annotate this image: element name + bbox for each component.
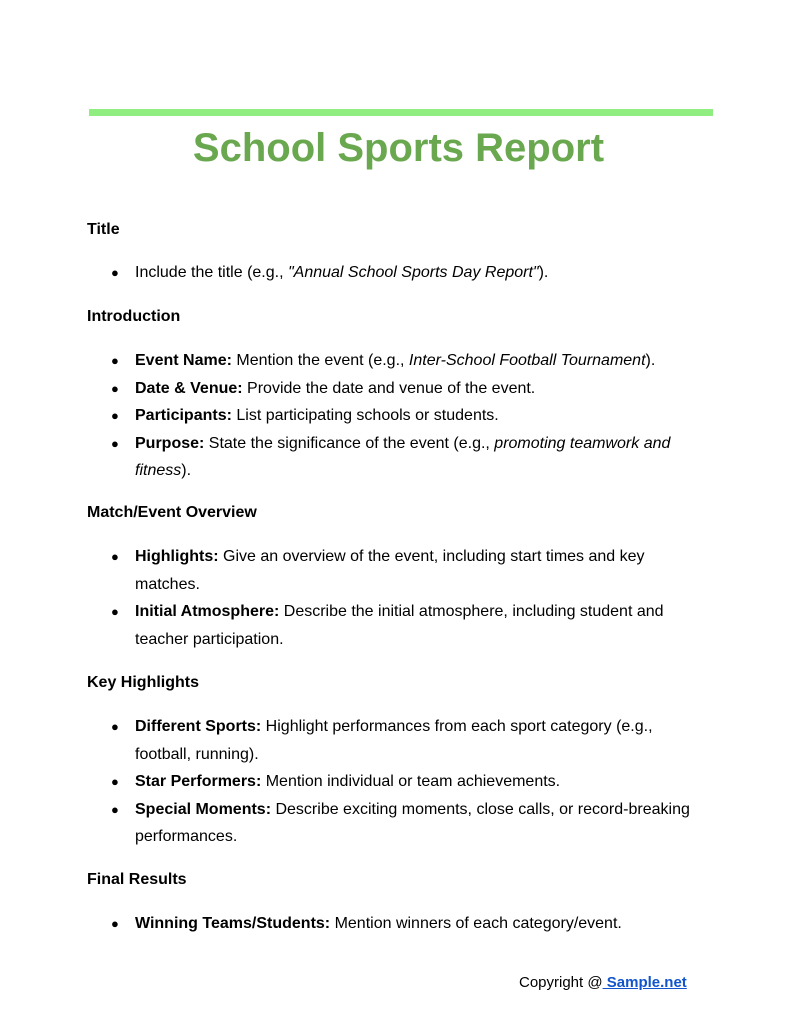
item-suffix: ). xyxy=(538,264,549,281)
highlights-bullet-list xyxy=(87,713,697,851)
introduction-bullet-list xyxy=(87,347,697,485)
list-item xyxy=(87,768,697,796)
item-label: Purpose: xyxy=(135,434,205,452)
list-item xyxy=(87,430,697,485)
item-label: Winning Teams/Students: xyxy=(135,915,331,932)
section-heading-final-results: Final Results xyxy=(87,871,187,888)
item-text: Mention winners of each category/event. xyxy=(330,915,622,932)
item-text: Give an overview of the event, including start times and key matches. xyxy=(135,548,645,593)
item-label: Special Moments: xyxy=(135,800,272,818)
item-suffix: ). xyxy=(181,462,192,479)
list-item xyxy=(87,910,697,938)
item-example: Inter-School Football Tournament xyxy=(408,352,646,369)
list-item xyxy=(87,598,697,653)
item-text: Mention individual or team achievements. xyxy=(261,773,561,790)
item-example: promoting teamwork and fitness xyxy=(135,434,671,479)
list-item xyxy=(87,347,697,375)
item-suffix: ). xyxy=(645,352,656,369)
list-item xyxy=(87,796,697,851)
item-example: "Annual School Sports Day Report" xyxy=(287,264,539,281)
section-heading-introduction: Introduction xyxy=(87,308,181,325)
item-text: List participating schools or students. xyxy=(231,407,499,424)
list-item xyxy=(87,375,697,403)
item-label: Star Performers: xyxy=(135,773,262,790)
item-label: Participants: xyxy=(135,407,232,424)
title-accent-rule xyxy=(89,109,713,116)
sample-net-link[interactable]: Sample.net xyxy=(602,974,687,991)
item-text: Provide the date and venue of the event. xyxy=(242,379,536,397)
item-label: Highlights: xyxy=(135,548,219,565)
item-text: Highlight performances from each sport category (e.g., football, running). xyxy=(135,718,653,763)
item-label: Different Sports: xyxy=(135,718,262,735)
item-text: Describe the initial atmosphere, including student and teacher participation. xyxy=(135,603,664,648)
list-item xyxy=(87,259,697,287)
results-bullet-list xyxy=(87,910,697,938)
section-heading-key-highlights: Key Highlights xyxy=(87,674,200,691)
item-label: Date & Venue: xyxy=(135,379,243,397)
item-text: State the significance of the event (e.g., xyxy=(204,434,495,452)
section-heading-overview: Match/Event Overview xyxy=(87,504,257,521)
copyright-footer xyxy=(519,973,687,993)
page-title: School Sports Report xyxy=(192,126,605,170)
list-item xyxy=(87,543,697,598)
copyright-text: Copyright @ xyxy=(519,974,603,991)
list-item xyxy=(87,402,697,430)
item-text: Mention the event (e.g., xyxy=(231,352,409,369)
item-text: Describe exciting moments, close calls, or record-breaking performances. xyxy=(135,800,690,845)
item-label: Event Name: xyxy=(135,352,232,369)
title-bullet-list xyxy=(87,259,697,287)
section-heading-title: Title xyxy=(87,221,120,238)
item-text: Include the title (e.g., xyxy=(135,264,288,281)
item-label: Initial Atmosphere: xyxy=(135,603,280,620)
list-item xyxy=(87,713,697,768)
overview-bullet-list xyxy=(87,543,697,653)
